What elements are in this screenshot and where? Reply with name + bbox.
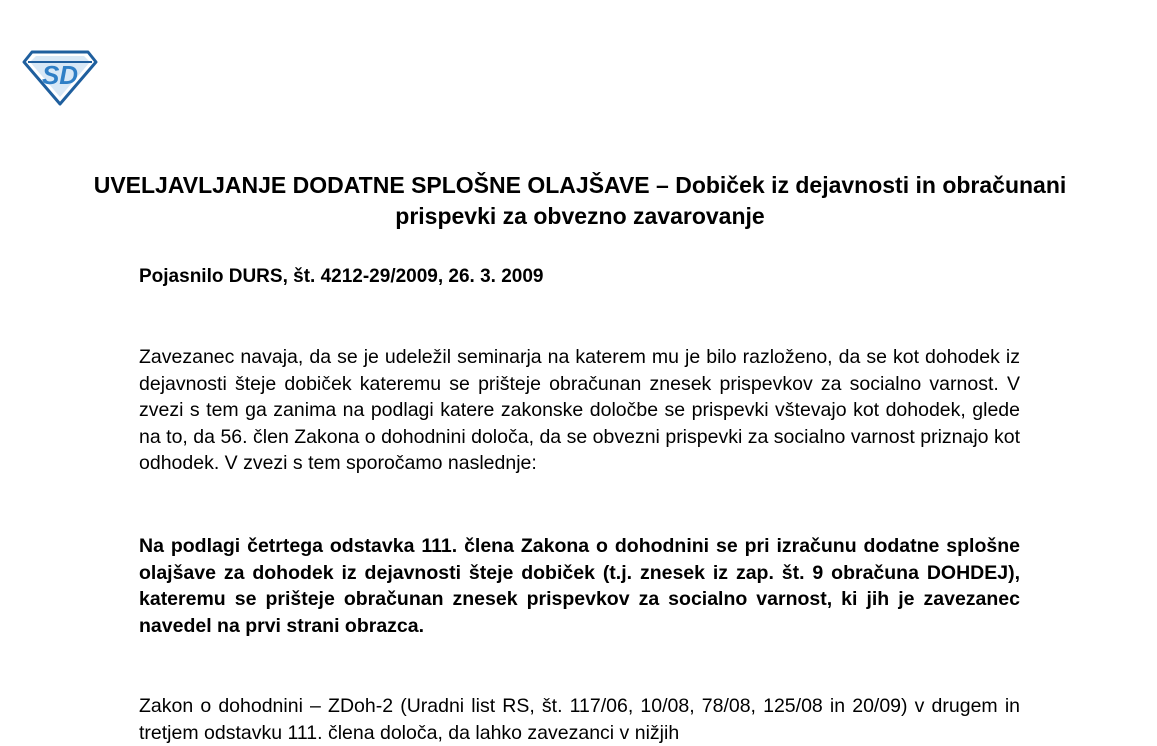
document-reference: Pojasnilo DURS, št. 4212-29/2009, 26. 3. 2009 <box>139 266 544 287</box>
paragraph-question: Zavezanec navaja, da se je udeležil seminarja na katerem mu je bilo razloženo, da se kot dohodek iz dejavnosti šteje dobiček kateremu se prišteje obračunan znesek prispevkov za socialno varnost. V zvezi s tem ga zanima na podlagi katere zakonske določbe se prispevki vštevajo kot dohodek, glede na to, da 56. člen Zakona o dohodnini določa, da se obvezni prispevki za socialno varnost priznajo kot odhodek. V zvezi s tem sporočamo naslednje: <box>139 346 1020 474</box>
document-title: UVELJAVLJANJE DODATNE SPLOŠNE OLAJŠAVE – Dobiček iz dejavnosti in obračunani prispevki za obvezno zavarovanje <box>93 172 1067 229</box>
company-logo <box>22 50 98 106</box>
logo-lettering: SD <box>41 60 79 90</box>
paragraph-law: Zakon o dohodnini – ZDoh-2 (Uradni list RS, št. 117/06, 10/08, 78/08, 125/08 in 20/09) v drugem in tretjem odstavku 111. člena določa, da lahko zavezanci v nižjih <box>139 695 1020 744</box>
paragraph-answer: Na podlagi četrtega odstavka 111. člena Zakona o dohodnini se pri izračunu dodatne splošne olajšave za dohodek iz dejavnosti šteje dobiček (t.j. znesek iz zap. št. 9 obračuna DOHDEJ), kateremu se prišteje obračunan znesek prispevkov za socialno varnost, ki jih je zavezanec navedel na prvi strani obrazca. <box>139 535 1020 637</box>
